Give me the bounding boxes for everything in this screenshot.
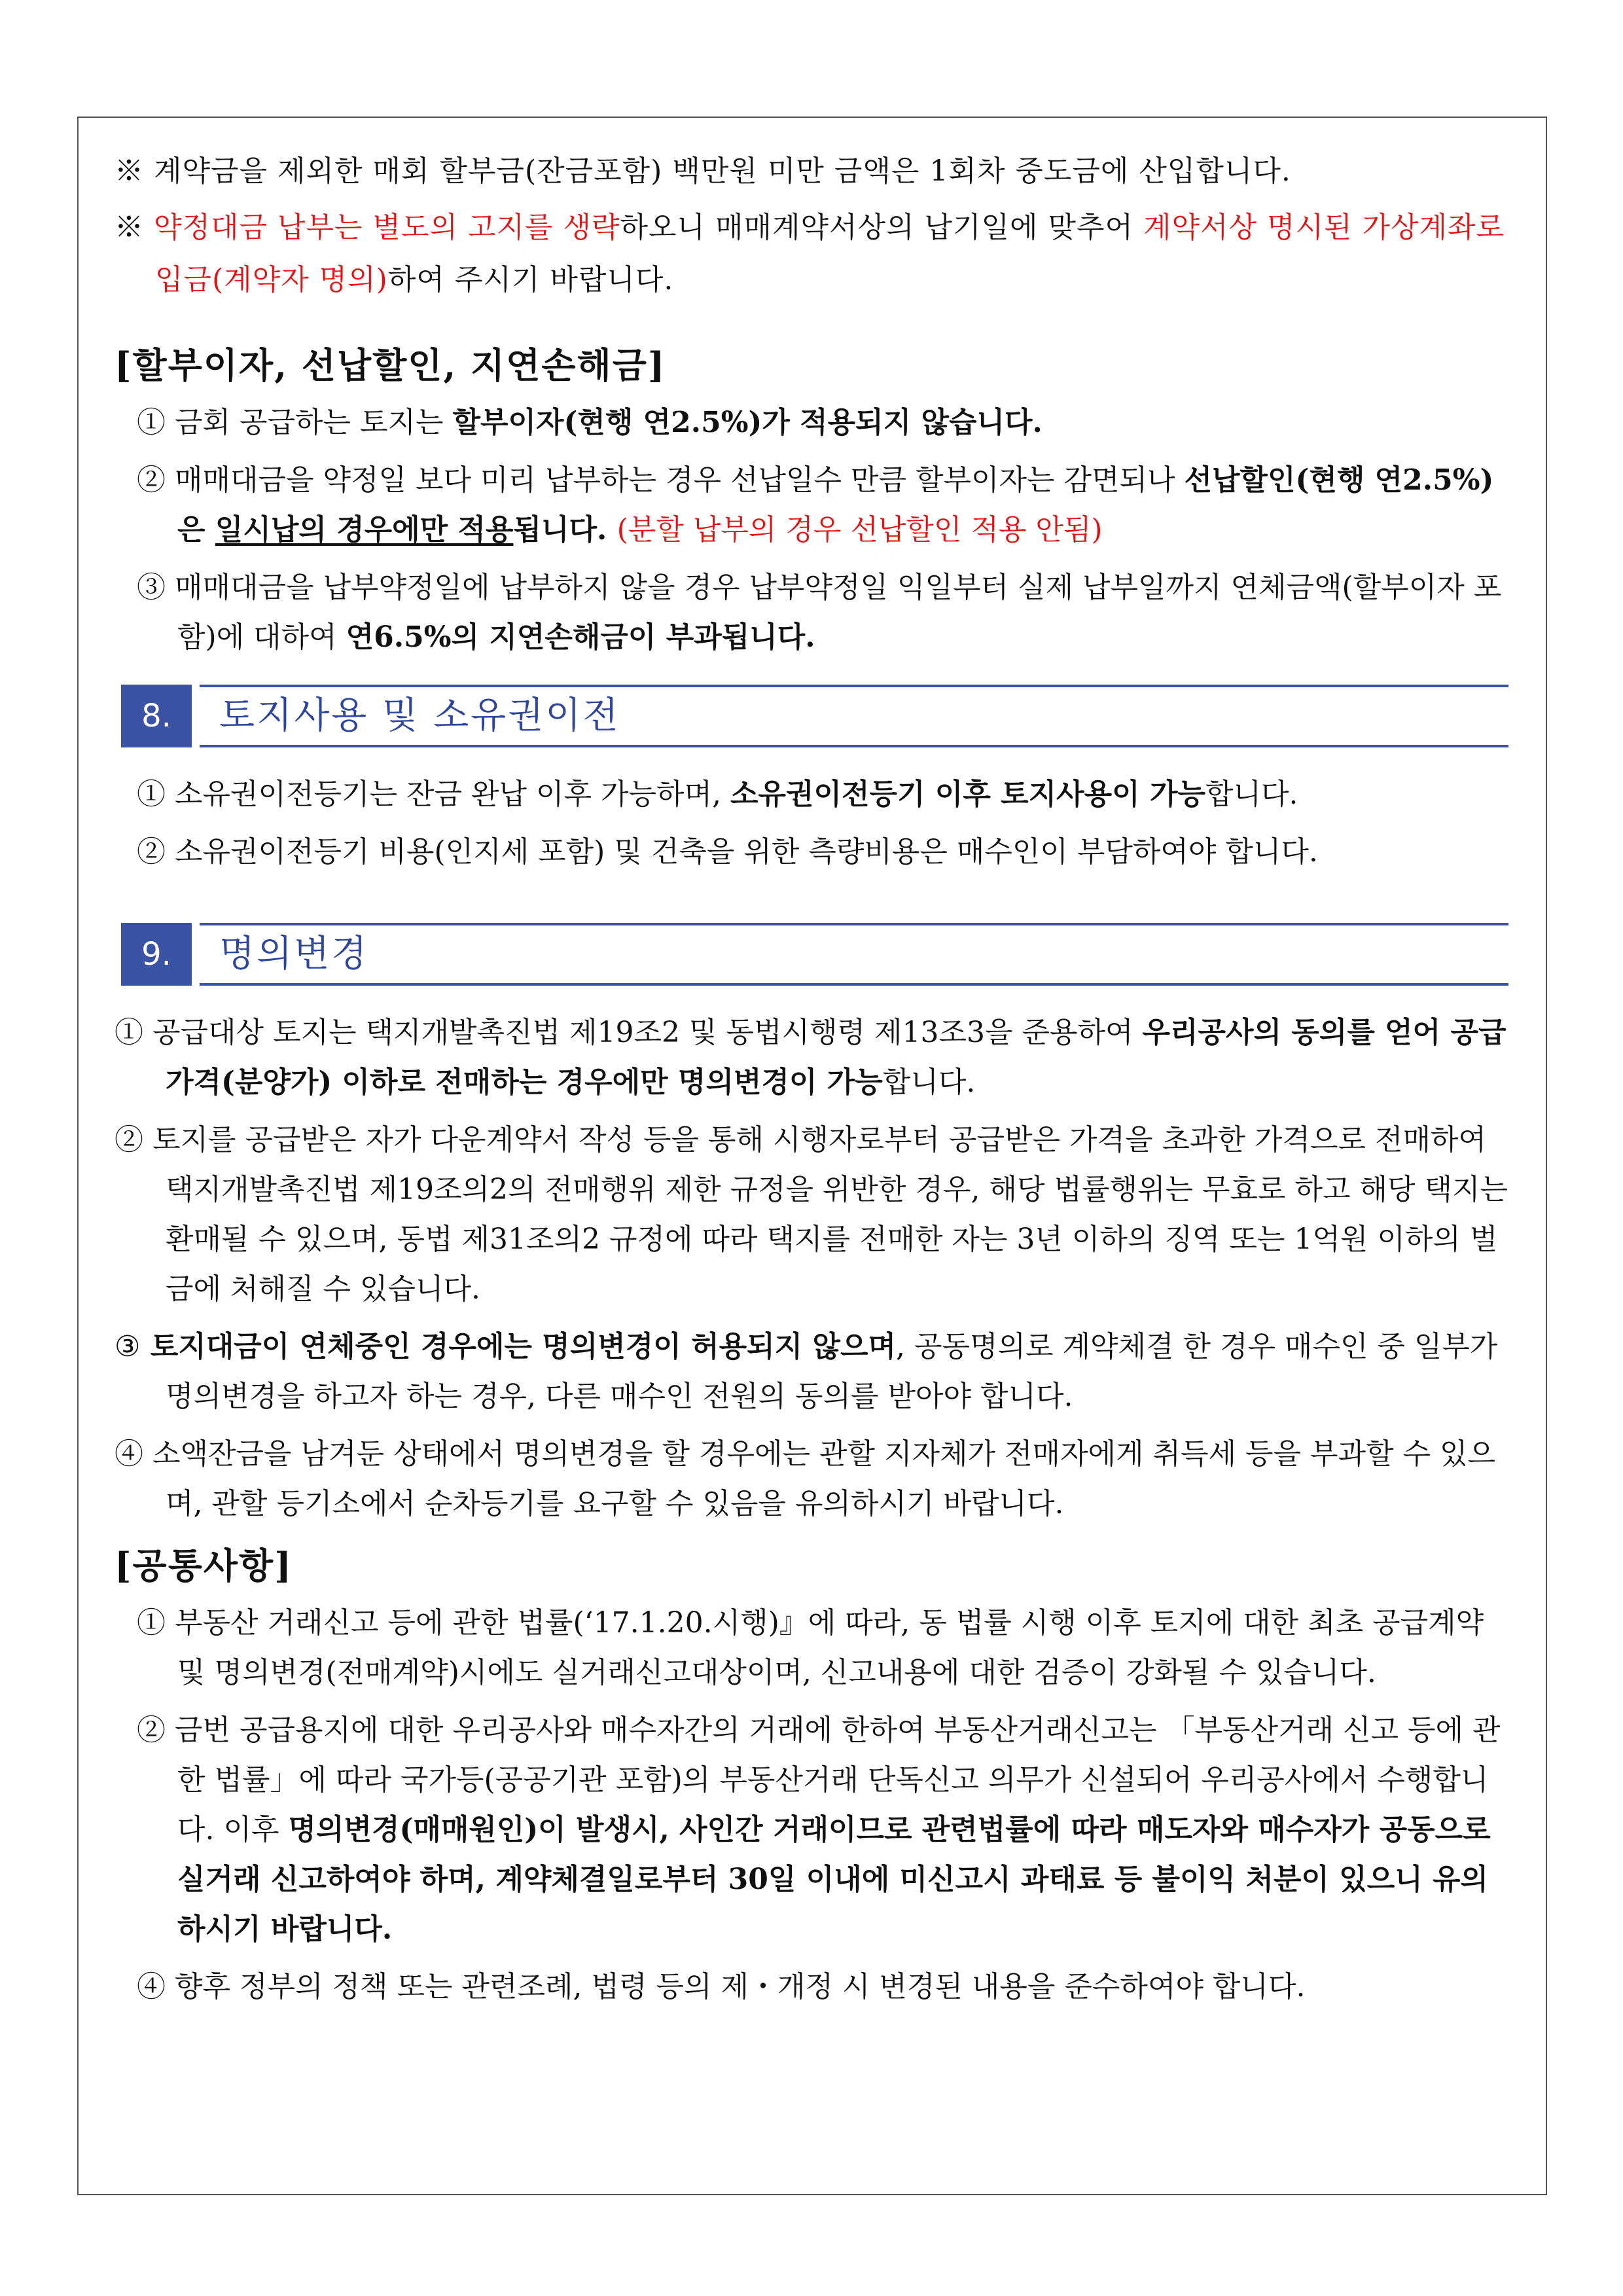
list-item — [132, 827, 1508, 877]
text-segment: 소유권이전등기 이후 토지사용이 가능 — [730, 778, 1206, 811]
item-marker: ① — [137, 778, 166, 811]
list-item — [132, 456, 1508, 555]
text-segment: , 공동명의로 계약체결 한 경우 매수인 중 일부가 명의변경을 하고자 하는 경우, 다른 매수인 전원의 동의를 받아야 합니다. — [166, 1330, 1498, 1413]
section-title-bar — [200, 923, 1508, 986]
item-marker: ① — [115, 1016, 143, 1049]
text-segment: 금회 공급하는 토지는 — [166, 406, 453, 439]
text-segment: 토지를 공급받은 자가 다운계약서 작성 등을 통해 시행자로부터 공급받은 가격을 초과한 가격으로 전매하여 택지개발촉진법 제19조의2의 전매행위 제한 규정을 위반한 경우, 해당 법률행위는 무효로 하고 해당 택지는 환매될 수 있으며, 동법 제31조의2 규정에 따라 택지를 전매한 자는 3년 이하의 징역 또는 1억원 이하의 벌금에 처해질 수 있습니다. — [143, 1123, 1508, 1306]
list-item — [115, 1429, 1508, 1529]
text-segment: 명의변경(매매원인)이 발생시, 사인간 거래이므로 관련법률에 따라 매도자와 매수자가 공동으로 실거래 신고하여야 하며, 계약체결일로부터 30일 이내에 미신고시 과태료 등 불이익 처분이 있으니 유의하시기 바랍니다. — [177, 1813, 1491, 1946]
list-item — [132, 1706, 1508, 1954]
text-segment: 공급대상 토지는 택지개발촉진법 제19조2 및 동법시행령 제13조3을 준용하여 — [143, 1016, 1143, 1049]
text-segment: 금번 공급용지에 대한 우리공사와 매수자간의 거래에 한하여 부동산거래신고는 「부동산거래 신고 등에 관한 법률」에 따라 국가등(공공기관 포함)의 부동산거래 단독신고 의무가 신설되어 우리공사에서 수행합니다. 이후 — [166, 1713, 1501, 1846]
text-segment: 하여 주시기 바랍니다. — [387, 263, 674, 296]
text-segment: 소유권이전등기는 잔금 완납 이후 가능하며, — [166, 778, 730, 811]
item-marker: ② — [137, 835, 166, 869]
item-marker: ※ — [115, 154, 144, 188]
item-marker: ② — [115, 1123, 143, 1157]
text-segment: 약정대금 납부는 별도의 고지를 생략 — [144, 211, 620, 244]
note — [115, 145, 1508, 198]
text-segment: 연6.5%의 지연손해금이 부과됩니다. — [346, 620, 815, 654]
text-segment: 할부이자(현행 연2.5%)가 적용되지 않습니다. — [452, 406, 1043, 439]
section-9-header — [115, 923, 1508, 986]
text-segment: (분할 납부의 경우 선납할인 적용 안됨) — [616, 513, 1103, 547]
list-item — [132, 563, 1508, 662]
section-title: 토지사용 및 소유권이전 — [219, 694, 620, 737]
section-title: 명의변경 — [219, 933, 369, 975]
list-item — [132, 1962, 1508, 2012]
item-marker: ※ — [115, 211, 144, 244]
text-segment: 향후 정부의 정책 또는 관련조례, 법령 등의 제・개정 시 변경된 내용을 준수하여야 합니다. — [166, 1970, 1306, 2003]
section-9-body — [115, 1008, 1508, 1529]
text-segment: 합니다. — [882, 1066, 976, 1099]
section-8-body — [115, 770, 1508, 877]
item-marker: ② — [137, 463, 166, 497]
item-marker: ① — [137, 406, 166, 439]
section-8-header — [115, 685, 1508, 747]
list-item — [115, 1008, 1508, 1107]
item-marker: ④ — [115, 1437, 143, 1471]
list-item — [132, 770, 1508, 819]
text-segment: 토지대금이 연체중인 경우에는 명의변경이 허용되지 않으며 — [140, 1330, 896, 1363]
text-segment: 매매대금을 납부약정일에 납부하지 않을 경우 납부약정일 익일부터 실제 납부일까지 연체금액(할부이자 포함)에 대하여 — [166, 571, 1502, 654]
text-segment: 소유권이전등기 비용(인지세 포함) 및 건축을 위한 측량비용은 매수인이 부담하여야 합니다. — [166, 835, 1318, 869]
text-segment: 소액잔금을 남겨둔 상태에서 명의변경을 할 경우에는 관할 지자체가 전매자에게 취득세 등을 부과할 수 있으며, 관할 등기소에서 순차등기를 요구할 수 있음을 유의하시기 바랍니다. — [143, 1437, 1495, 1520]
text-segment: 됩니다. — [513, 513, 617, 547]
text-segment: 선납할인(현행 연2.5%)은 — [177, 463, 1494, 547]
item-marker: ③ — [137, 571, 166, 604]
section-heading: [공통사항] — [115, 1545, 293, 1587]
document-body — [115, 145, 1508, 2012]
section-number: 8. — [121, 685, 192, 747]
item-marker: ③ — [115, 1330, 141, 1363]
text-segment: 하오니 매매계약서상의 납기일에 맞추어 — [620, 211, 1144, 244]
item-marker: ② — [137, 1713, 166, 1747]
text-segment: 부동산 거래신고 등에 관한 법률(‘17.1.20.시행)』에 따라, 동 법률 시행 이후 토지에 대한 최초 공급계약 및 명의변경(전매계약)시에도 실거래신고대상이며, 신고내용에 대한 검증이 강화될 수 있습니다. — [166, 1606, 1484, 1689]
item-marker: ④ — [137, 1970, 166, 2003]
text-segment: 계약금을 제외한 매회 할부금(잔금포함) 백만원 미만 금액은 1회차 중도금에 산입합니다. — [144, 154, 1291, 188]
list-item — [115, 1322, 1508, 1422]
notes-block — [115, 145, 1508, 306]
text-segment: 일시납의 경우에만 적용 — [215, 513, 514, 547]
note — [115, 202, 1508, 306]
item-marker: ① — [137, 1606, 166, 1640]
text-segment: 매매대금을 약정일 보다 미리 납부하는 경우 선납일수 만큼 할부이자는 감면되나 — [166, 463, 1185, 497]
list-item — [132, 398, 1508, 448]
list-item — [115, 1115, 1508, 1314]
section-number: 9. — [121, 923, 192, 986]
installment-section — [115, 340, 1508, 662]
common-section — [115, 1541, 1508, 2012]
list-item — [132, 1598, 1508, 1698]
section-heading: [할부이자, 선납할인, 지연손해금] — [115, 344, 666, 386]
text-segment: 합니다. — [1205, 778, 1298, 811]
text-segment: 계약서상 명시된 가상계좌로 입금(계약자 명의) — [155, 211, 1505, 296]
text-segment: 우리공사의 동의를 얻어 공급가격(분양가) 이하로 전매하는 경우에만 명의변경이 가능 — [166, 1016, 1507, 1099]
